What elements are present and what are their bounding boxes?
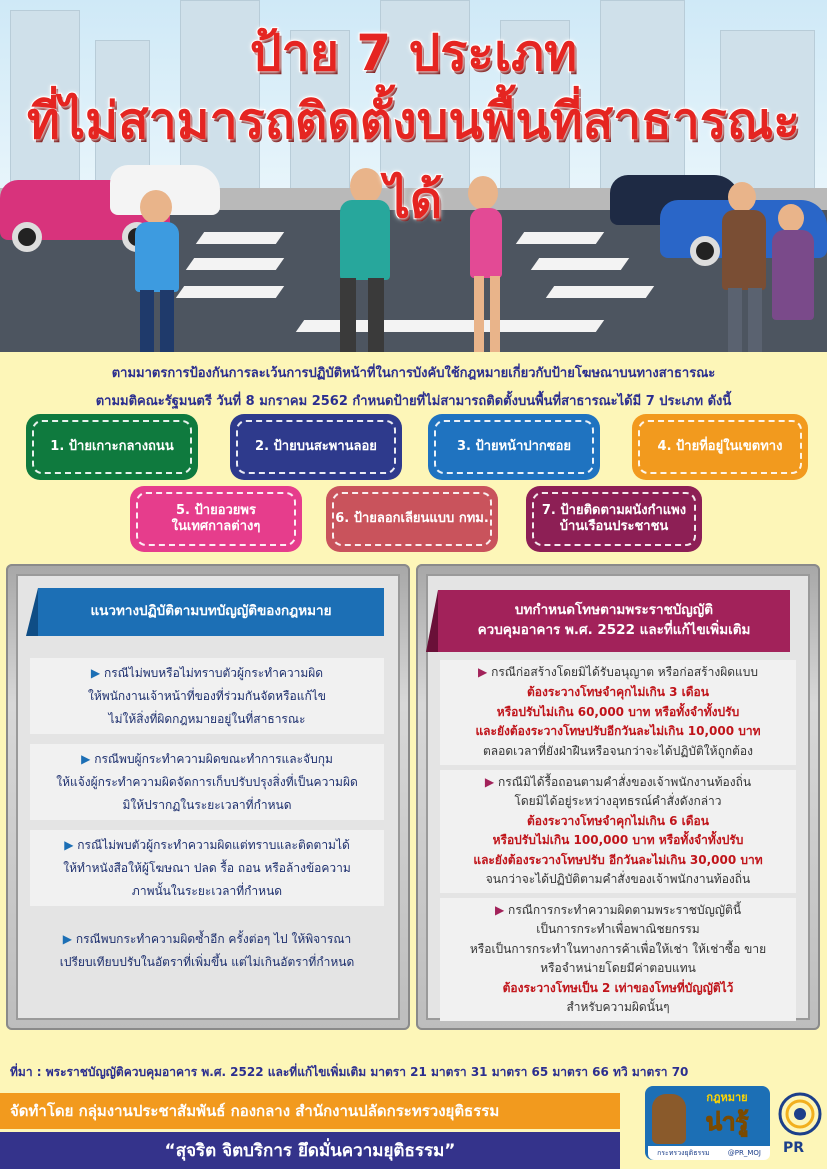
penalty-item: ▶ กรณีมิได้รื้อถอนตามคำสั่งของเจ้าพนักงานท้องถิ่น โดยมิได้อยู่ระหว่างอุทธรณ์คำสั่งดังกล่าว ต้องระวางโทษจำคุกไม่เกิน 6 เดือน หรือปรับไม่เกิน 100,000 บาท หรือทั้งจำทั้งปรับ และยังต้องระวางโทษปรับ อีกวันละไม่เกิน 30,000 บาท จนกว่าจะได้ปฏิบัติตามคำสั่งของเจ้าพนักงานท้องถิ่น [440,770,796,893]
sign-type-4: 4. ป้ายที่อยู่ในเขตทาง [632,414,808,480]
pr-logo-text: PR [783,1140,805,1156]
penalty-item: ▶ กรณีการกระทำความผิดตามพระราชบัญญัตินี้ เป็นการกระทำเพื่อพาณิชยกรรม หรือเป็นการกระทำในทางการค้าเพื่อให้เช่า ให้เช่าซื้อ ขาย หรือจำหน่ายโดยมีค่าตอบแทน ต้องระวางโทษเป็น 2 เท่าของโทษที่บัญญัติไว้ สำหรับความผิดนั้นๆ [440,898,796,1021]
social-links [648,1146,770,1160]
title-line-2: ที่ไม่สามารถติดตั้งบนพื้นที่สาธารณะได้ [27,92,800,229]
twitter-label: @PR_MOJ [727,1149,761,1157]
sign-type-1: 1. ป้ายเกาะกลางถนน [26,414,198,480]
badge-main-text: น่ารู้ [705,1108,749,1136]
organization-bar: จัดทำโดย กลุ่มงานประชาสัมพันธ์ กองกลาง สำนักงานปลัดกระทรวงยุติธรรม [0,1093,620,1129]
badge-top-text: กฎหมาย [706,1091,748,1104]
arrow-right-icon: ▶ [494,903,505,917]
penalties-title-line-1: บทกำหนดโทษตามพระราชบัญญัติ [514,602,714,619]
intro-line-1: ตามมาตรการป้องกันการละเว้นการปฏิบัติหน้าที่ในการบังคับใช้กฎหมายเกี่ยวกับป้ายโฆษณาบนทางสาธารณะ [111,366,716,381]
penalties-title-line-2: ควบคุมอาคาร พ.ศ. 2522 และที่แก้ไขเพิ่มเติม [477,622,751,638]
guidelines-title: แนวทางปฏิบัติตามบทบัญญัติของกฎหมาย [38,588,384,636]
sign-type-3: 3. ป้ายหน้าปากซอย [428,414,600,480]
guideline-item: ▶ กรณีพบผู้กระทำความผิดขณะทำการและจับกุม ให้แจ้งผู้กระทำความผิดจัดการเก็บปรับปรุงสิ่งที่เป็นความผิด มิให้ปรากฏในระยะเวลาที่กำหนด [30,744,384,820]
arrow-right-icon: ▶ [81,752,91,766]
hero-illustration [0,0,827,352]
arrow-right-icon: ▶ [62,932,72,946]
sign-type-7: 7. ป้ายติดตามผนังกำแพง บ้านเรือนประชาชน [526,486,702,552]
guideline-item: ▶ กรณีไม่พบหรือไม่ทราบตัวผู้กระทำความผิด ให้พนักงานเจ้าหน้าที่ของที่ร่วมกันจัดหรือแก้ไข ไม่ให้สิ่งที่ผิดกฎหมายอยู่ในที่สาธารณะ [30,658,384,734]
intro-line-2: ตามมติคณะรัฐมนตรี วันที่ 8 มกราคม 2562 กำหนดป้ายที่ไม่สามารถติดตั้งบนพื้นที่สาธารณะได้มี 7 ประเภท ดังนี้ [95,394,732,409]
penalty-item: ▶ กรณีก่อสร้างโดยมิได้รับอนุญาต หรือก่อสร้างผิดแบบ ต้องระวางโทษจำคุกไม่เกิน 3 เดือน หรือปรับไม่เกิน 60,000 บาท หรือทั้งจำทั้งปรับ และยังต้องระวางโทษปรับอีกวันละไม่เกิน 10,000 บาท ตลอดเวลาที่ยังฝ่าฝืนหรือจนกว่าจะได้ปฏิบัติให้ถูกต้อง [440,660,796,765]
guideline-item: ▶ กรณีไม่พบตัวผู้กระทำความผิดแต่ทราบและติดตามได้ ให้ทำหนังสือให้ผู้โฆษณา ปลด รื้อ ถอน หรือล้างข้อความ ภาพนั้นในระยะเวลาที่กำหนด [30,830,384,906]
motto-bar: “สุจริต จิตบริการ ยึดมั่นความยุติธรรม” [0,1132,620,1169]
title-line-1: ป้าย 7 ประเภท [249,24,578,82]
sign-type-6: 6. ป้ายลอกเลียนแบบ กทม. [326,486,498,552]
arrow-right-icon: ▶ [478,665,488,679]
arrow-right-icon: ▶ [484,775,495,789]
arrow-right-icon: ▶ [90,666,101,680]
arrow-right-icon: ▶ [64,838,74,852]
penalties-title [438,590,790,652]
guideline-item: ▶ กรณีพบกระทำความผิดซ้ำอีก ครั้งต่อๆ ไป ให้พิจารณา เปรียบเทียบปรับในอัตราที่เพิ่มขึ้น แต่ไม่เกินอัตราที่กำหนด [59,932,355,969]
sign-type-5: 5. ป้ายอวยพร ในเทศกาลต่างๆ [130,486,302,552]
facebook-label: กระทรวงยุติธรรม [657,1148,710,1157]
sign-type-2: 2. ป้ายบนสะพานลอย [230,414,402,480]
source-reference: ที่มา : พระราชบัญญัติควบคุมอาคาร พ.ศ. 2522 และที่แก้ไขเพิ่มเติม มาตรา 21 มาตรา 31 มาตรา 65 มาตรา 66 ทวิ มาตรา 70 [10,1065,689,1079]
mascot-icon [652,1094,686,1144]
